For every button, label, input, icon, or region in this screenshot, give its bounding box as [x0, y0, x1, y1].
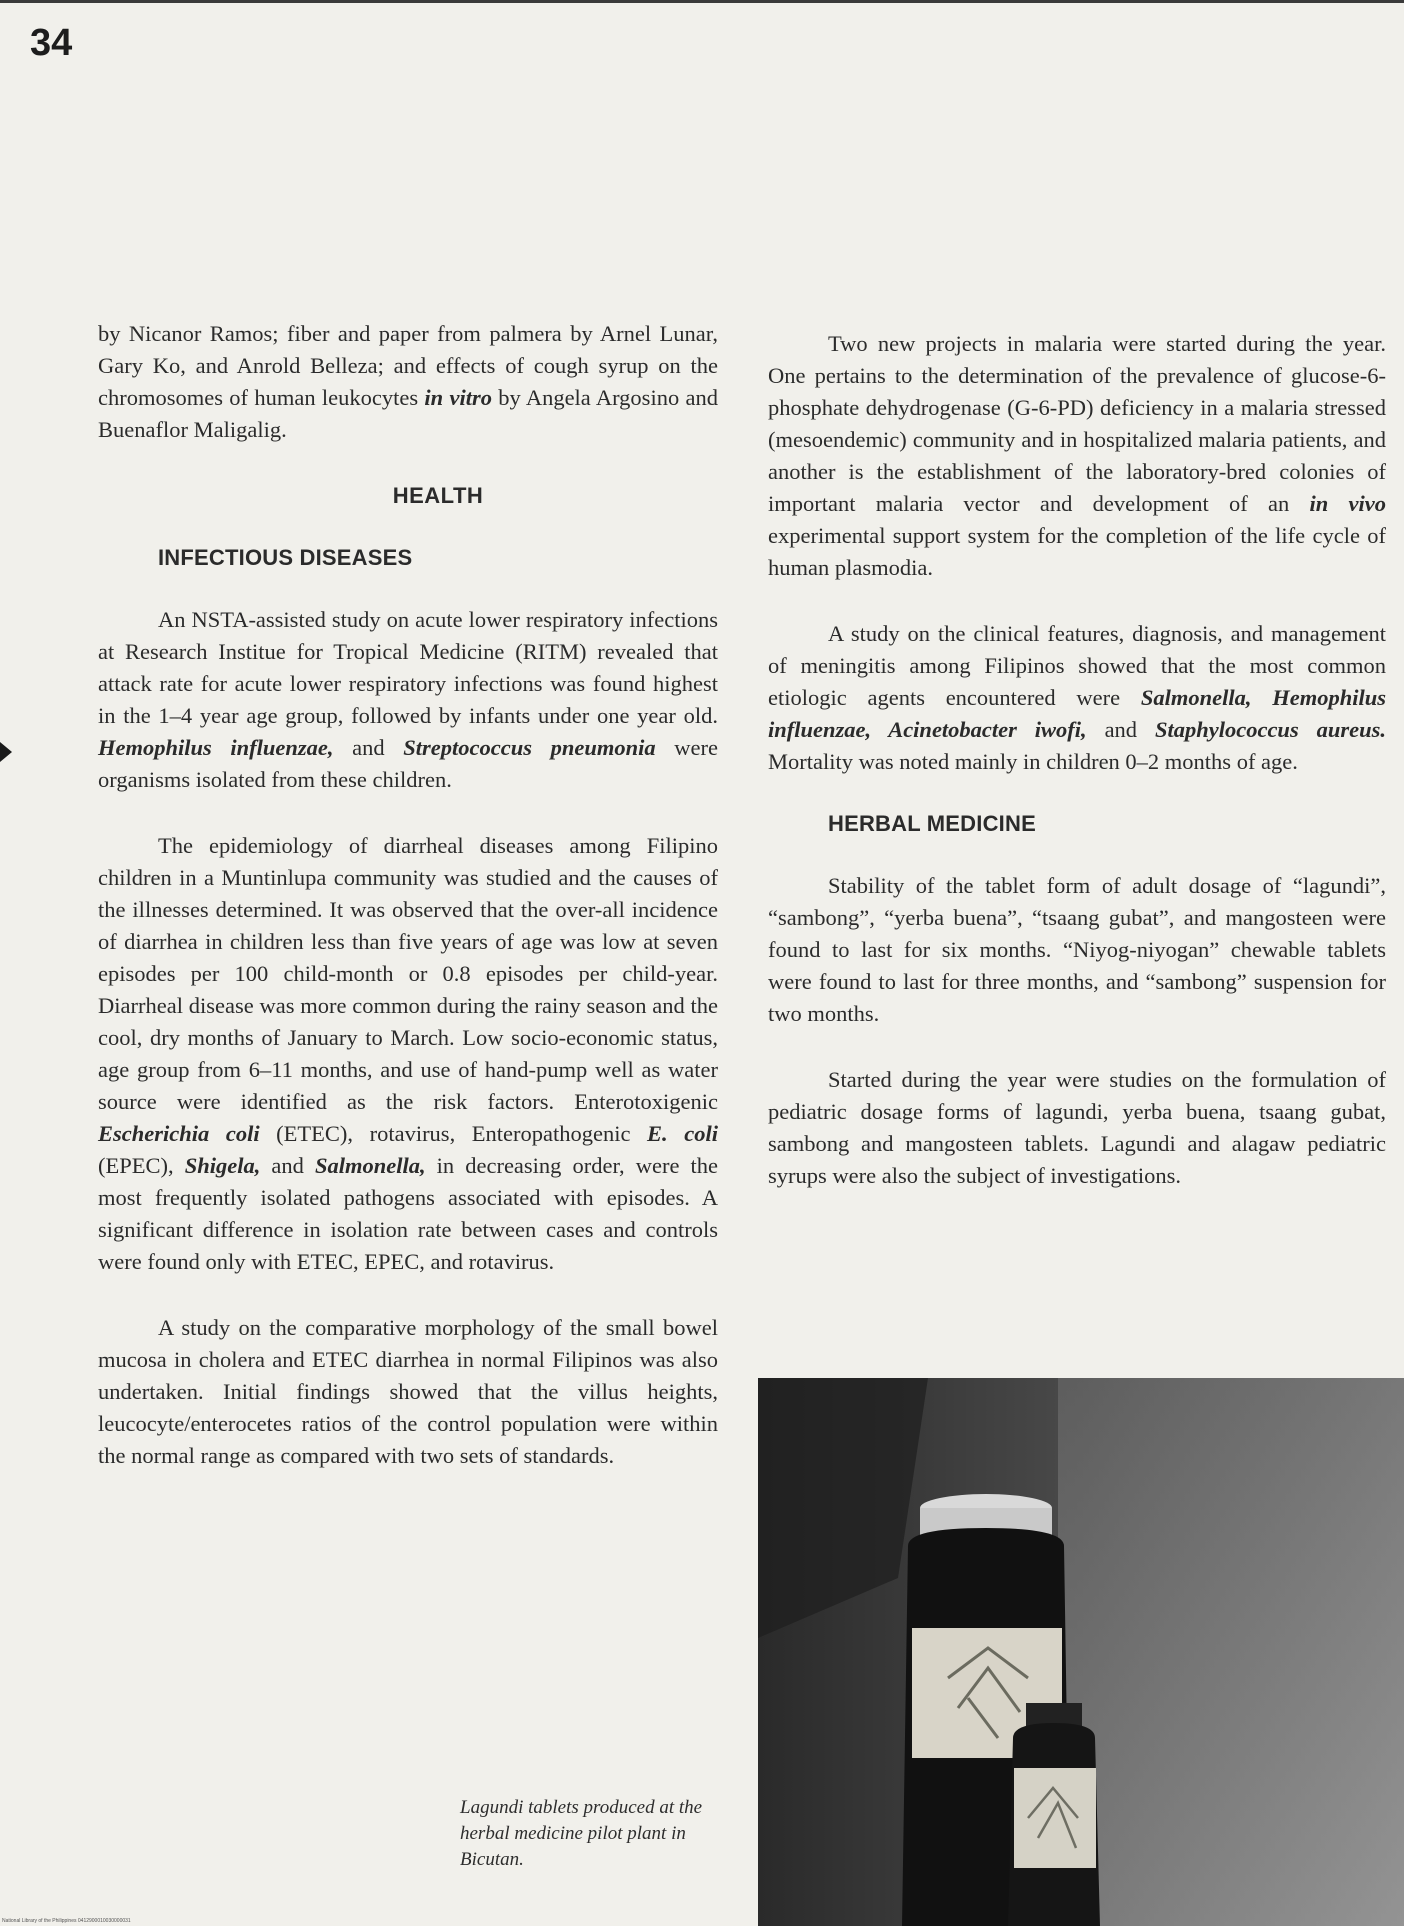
italic-term: Salmonella, Hemophilus influenzae, Acinetobacter iwofi,: [768, 685, 1386, 742]
paragraph-bowel-mucosa: A study on the comparative morphology of the small bowel mucosa in cholera and ETEC diarrhea in normal Filipinos was also undertaken. Initial findings showed that the villus heights, leucocyte/enterocetes ratios of the control population were within the normal range as compared with two sets of standards.: [98, 1315, 718, 1468]
margin-arrow-mark: [0, 742, 12, 762]
paragraph-respiratory-infections: An NSTA-assisted study on acute lower respiratory infections at Research Institue for Tropical Medicine (RITM) revealed that attack rate for acute lower respiratory infections was found highest in the 1–4 year age group, followed by infants under one year old. Hemophilus influenzae, and Streptococcus pneumonia were organisms isolated from these children.: [98, 607, 718, 792]
italic-term: Streptococcus pneumonia: [403, 735, 656, 760]
paragraph-malaria-projects: Two new projects in malaria were started during the year. One pertains to the determination of the prevalence of glucose-6-phosphate dehydrogenase (G-6-PD) deficiency in a malaria stressed (mesoendemic) community and in hospitalized malaria patients, and another is the establishment of the laboratory-bred colonies of important malaria vector and development of an in vivo experimental support system for the completion of the life cycle of human plasmodia.: [768, 331, 1386, 580]
subheading-herbal-medicine: HERBAL MEDICINE: [828, 811, 1036, 836]
section-heading-health: HEALTH: [392, 483, 484, 508]
page-number: 34: [30, 22, 73, 64]
paragraph-tablet-stability: Stability of the tablet form of adult dosage of “lagundi”, “sambong”, “yerba buena”, “tsaang gubat”, and mangosteen were found to last for six months. “Niyog-niyogan” chewable tablets were found to last for three months, and “sambong” suspension for two months.: [768, 873, 1386, 1026]
paragraph-diarrheal-diseases: The epidemiology of diarrheal diseases among Filipino children in a Muntinlupa community was studied and the causes of the illnesses determined. It was observed that the over-all incidence of diarrhea in children less than five years of age was low at seven episodes per 100 child-month or 0.8 episodes per child-year. Diarrheal disease was more common during the rainy season and the cool, dry months of January to March. Low socio-economic status, age group from 6–11 months, and use of hand-pump well as water source were identified as the risk factors. Enterotoxigenic Escherichia coli (ETEC), rotavirus, Enteropathogenic E. coli (EPEC), Shigela, and Salmonella, in decreasing order, were the most frequently isolated pathogens associated with episodes. A significant difference in isolation rate between cases and controls were found only with ETEC, EPEC, and rotavirus.: [98, 833, 718, 1274]
top-rule: [0, 0, 1404, 3]
italic-term: Shigela,: [184, 1153, 261, 1178]
italic-term: Escherichia coli: [98, 1121, 260, 1146]
photo-caption: Lagundi tablets produced at the herbal medicine pilot plant in Bicutan.: [460, 1797, 703, 1870]
italic-term: E. coli: [647, 1121, 718, 1146]
italic-term: Staphylococcus aureus.: [1154, 717, 1386, 742]
italic-term: Hemophilus influenzae,: [98, 735, 334, 760]
left-column: [98, 318, 718, 1472]
footer-credit: National Library of the Philippines 0412900010030000031: [2, 1918, 131, 1924]
paragraph-pediatric-forms: Started during the year were studies on the formulation of pediatric dosage forms of lagundi, yerba buena, tsaang gubat, sambong and mangosteen tablets. Lagundi and alagaw pediatric syrups were also the subject of investigations.: [768, 1067, 1386, 1188]
paragraph-meningitis: A study on the clinical features, diagnosis, and management of meningitis among Filipinos showed that the most common etiologic agents encountered were Salmonella, Hemophilus influenzae, Acinetobacter iwofi, and Staphylococcus aureus. Mortality was noted mainly in children 0–2 months of age.: [768, 621, 1386, 774]
intro-paragraph: by Nicanor Ramos; fiber and paper from palmera by Arnel Lunar, Gary Ko, and Anrold Belleza; and effects of cough syrup on the chromosomes of human leukocytes in vitro by Angela Argosino and Buenaflor Maligalig.: [98, 321, 718, 442]
italic-term: in vitro: [424, 385, 492, 410]
italic-term: Salmonella,: [314, 1153, 426, 1178]
herbal-medicine-bottles-photo: [758, 1378, 1404, 1926]
right-column: [768, 328, 1386, 1192]
subheading-infectious-diseases: INFECTIOUS DISEASES: [158, 545, 413, 570]
italic-term: in vivo: [1309, 491, 1386, 516]
